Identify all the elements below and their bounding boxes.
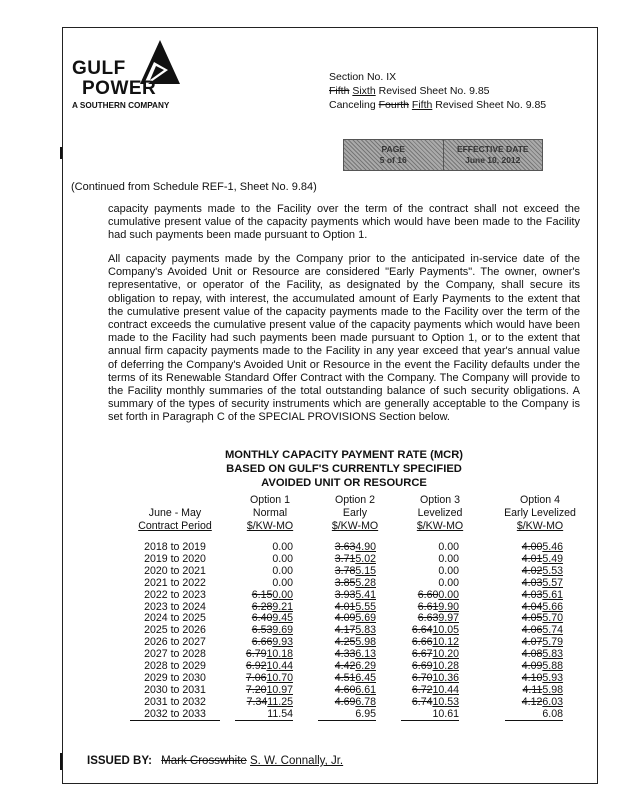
issued-label: ISSUED BY: <box>87 755 152 767</box>
stamp-page-value: 5 of 16 <box>379 155 407 165</box>
rate-option-2 <box>318 672 376 684</box>
revised-old: Fifth <box>329 85 350 97</box>
old-rate: 4.25 <box>334 636 356 649</box>
old-rate: 4.04 <box>521 600 543 613</box>
rate-option-4 <box>505 708 563 721</box>
header-option-1 <box>225 494 315 533</box>
rate-option-1 <box>235 672 293 684</box>
contract-period: 2019 to 2020 <box>144 552 206 565</box>
canceling-new: Fifth <box>411 99 433 111</box>
header-text: $/KW-MO <box>516 520 564 532</box>
new-rate: 11.54 <box>267 707 293 720</box>
stamp-page <box>344 140 443 170</box>
old-rate: 4.03 <box>521 588 543 601</box>
revision-bar <box>60 147 62 159</box>
header-text: Early <box>342 507 368 519</box>
new-rate: 5.28 <box>355 576 376 589</box>
old-rate: 4.60 <box>334 683 356 696</box>
header-text: Contract Period <box>138 520 212 532</box>
old-rate: 4.01 <box>334 600 356 613</box>
new-rate: 0.00 <box>272 541 293 553</box>
rate-option-4 <box>505 577 563 589</box>
contract-period: 2032 to 2033 <box>130 708 220 721</box>
contract-period: 2029 to 2030 <box>144 671 206 684</box>
new-rate: 5.98 <box>542 683 563 696</box>
old-rate: 6.28 <box>251 600 273 613</box>
old-rate: 6.92 <box>245 660 267 672</box>
new-rate: 6.61 <box>355 683 376 696</box>
header-text: Option 2 <box>334 494 376 506</box>
rate-option-2 <box>318 648 376 660</box>
contract-period: 2025 to 2026 <box>144 624 206 637</box>
new-rate: 0.00 <box>438 576 459 589</box>
new-rate: 0.00 <box>438 564 459 577</box>
new-rate: 0.00 <box>272 588 293 601</box>
revised-suffix: Revised Sheet No. 9.85 <box>378 85 490 97</box>
rate-option-3 <box>401 541 459 553</box>
header-text: Normal <box>252 507 288 519</box>
new-rate: 10.61 <box>432 707 459 720</box>
new-rate: 0.00 <box>438 588 459 601</box>
table-row <box>0 612 623 624</box>
old-rate: 4.07 <box>521 636 543 649</box>
rate-option-2 <box>318 636 376 648</box>
rate-option-2 <box>318 660 376 672</box>
old-rate: 4.02 <box>521 564 543 577</box>
table-title-line: AVOIDED UNIT OR RESOURCE <box>261 477 427 489</box>
contract-period: 2020 to 2021 <box>144 564 206 577</box>
header-option-4 <box>485 494 595 533</box>
old-rate: 6.66 <box>411 636 433 649</box>
new-rate: 6.45 <box>355 671 376 684</box>
rate-option-1 <box>235 696 293 708</box>
contract-period: 2031 to 2032 <box>144 695 206 708</box>
old-rate: 3.93 <box>334 588 356 601</box>
canceling-old: Fourth <box>378 99 409 111</box>
old-rate: 6.40 <box>251 612 273 625</box>
old-rate: 6.72 <box>411 683 433 696</box>
new-rate: 5.61 <box>542 588 563 601</box>
rate-option-3 <box>401 636 459 648</box>
effective-stamp <box>343 139 543 171</box>
canceling-prefix: Canceling <box>329 99 376 111</box>
table-row <box>0 708 623 720</box>
rate-option-4 <box>505 612 563 624</box>
rate-option-3 <box>401 648 459 660</box>
rate-option-3 <box>401 672 459 684</box>
new-rate: 9.93 <box>272 636 293 649</box>
new-rate: 5.74 <box>542 624 563 637</box>
stamp-date-value: June 10, 2012 <box>465 155 521 165</box>
old-rate: 4.09 <box>521 660 543 672</box>
new-rate: 10.70 <box>266 671 293 684</box>
new-rate: 5.70 <box>542 612 563 625</box>
old-rate: 4.12 <box>521 695 543 708</box>
rate-option-4 <box>505 648 563 660</box>
rate-option-3 <box>401 612 459 624</box>
old-rate: 4.09 <box>334 612 356 625</box>
table-row <box>0 672 623 684</box>
old-rate: 6.66 <box>251 636 273 649</box>
table-title-line: BASED ON GULF'S CURRENTLY SPECIFIED <box>226 463 462 475</box>
rate-option-4 <box>505 589 563 601</box>
issued-by <box>87 755 343 767</box>
revised-new: Sixth <box>352 85 376 97</box>
header-text: Levelized <box>417 507 463 519</box>
rate-option-2 <box>318 696 376 708</box>
canceling-suffix: Revised Sheet No. 9.85 <box>435 99 547 111</box>
new-rate: 6.78 <box>355 695 376 708</box>
old-rate: 4.03 <box>521 576 543 589</box>
issued-old-name: Mark Crosswhite <box>161 755 247 767</box>
header-text: Option 3 <box>419 494 461 506</box>
contract-period: 2030 to 2031 <box>144 683 206 696</box>
table-row <box>0 577 623 589</box>
header-text: $/KW-MO <box>416 520 464 532</box>
new-rate: 5.41 <box>355 588 376 601</box>
new-rate: 9.90 <box>438 600 459 613</box>
rate-option-2 <box>318 577 376 589</box>
new-rate: 10.36 <box>432 671 459 684</box>
rate-option-2 <box>318 601 376 613</box>
rate-option-3 <box>401 624 459 636</box>
table-row <box>0 589 623 601</box>
old-rate: 3.78 <box>334 564 356 577</box>
new-rate: 10.44 <box>266 660 293 672</box>
stamp-date <box>443 140 543 170</box>
old-rate: 6.53 <box>251 624 273 637</box>
new-rate: 5.66 <box>542 600 563 613</box>
new-rate: 9.69 <box>272 624 293 637</box>
new-rate: 10.20 <box>432 648 459 661</box>
old-rate: 4.06 <box>521 624 543 637</box>
old-rate: 7.06 <box>245 671 267 684</box>
old-rate: 4.51 <box>334 671 356 684</box>
logo-power-text: POWER <box>82 78 157 99</box>
table-row <box>0 565 623 577</box>
new-rate: 10.18 <box>266 648 293 661</box>
revision-bar <box>60 753 62 770</box>
table-row <box>0 624 623 636</box>
paragraph-1: capacity payments made to the Facility over the term of the contract shall not exceed the cumulative present value of the capacity payments which would have been made to the Facility had such payments been made pursuant to Option 1. <box>108 203 580 242</box>
rate-option-3 <box>401 565 459 577</box>
contract-period: 2018 to 2019 <box>144 541 206 553</box>
header-text: Option 4 <box>519 494 561 506</box>
header-text: $/KW-MO <box>331 520 379 532</box>
table-row <box>0 696 623 708</box>
old-rate: 6.61 <box>417 600 439 613</box>
issued-new-name: S. W. Connally, Jr. <box>250 755 344 767</box>
rate-option-2 <box>318 612 376 624</box>
old-rate: 4.10 <box>521 671 543 684</box>
header-text: Option 1 <box>249 494 291 506</box>
new-rate: 5.46 <box>542 541 563 553</box>
rate-option-3 <box>401 577 459 589</box>
new-rate: 5.93 <box>542 671 563 684</box>
old-rate: 4.00 <box>521 541 543 553</box>
rate-option-4 <box>505 660 563 672</box>
company-logo <box>72 40 192 112</box>
header-period <box>115 507 235 533</box>
rate-option-4 <box>505 684 563 696</box>
section-number: Section No. IX <box>329 71 397 83</box>
old-rate: 4.17 <box>334 624 356 637</box>
header-text: June - May <box>148 507 202 519</box>
old-rate: 6.69 <box>411 660 433 672</box>
old-rate: 6.63 <box>417 612 439 625</box>
table-title-line: MONTHLY CAPACITY PAYMENT RATE (MCR) <box>224 449 464 461</box>
rate-option-2 <box>318 541 376 553</box>
new-rate: 10.12 <box>432 636 459 649</box>
rate-option-1 <box>235 612 293 624</box>
table-row <box>0 684 623 696</box>
rate-option-3 <box>401 589 459 601</box>
new-rate: 6.13 <box>355 648 376 661</box>
new-rate: 5.15 <box>355 564 376 577</box>
new-rate: 10.44 <box>432 683 459 696</box>
old-rate: 6.67 <box>411 648 433 661</box>
rate-option-1 <box>235 708 293 721</box>
new-rate: 9.45 <box>272 612 293 625</box>
contract-period: 2022 to 2023 <box>144 588 206 601</box>
old-rate: 7.34 <box>246 695 268 708</box>
old-rate: 3.85 <box>334 576 356 589</box>
rate-option-4 <box>505 672 563 684</box>
old-rate: 6.64 <box>411 624 433 637</box>
rate-option-1 <box>235 589 293 601</box>
rate-option-1 <box>235 565 293 577</box>
new-rate: 5.69 <box>355 612 376 625</box>
new-rate: 6.95 <box>355 707 376 720</box>
old-rate: 4.05 <box>521 612 543 625</box>
sheet-info <box>329 70 546 112</box>
new-rate: 5.53 <box>542 564 563 577</box>
contract-period: 2026 to 2027 <box>144 636 206 649</box>
new-rate: 5.88 <box>542 660 563 672</box>
old-rate: 6.79 <box>245 648 267 661</box>
table-row <box>0 636 623 648</box>
new-rate: 0.00 <box>272 564 293 577</box>
new-rate: 6.29 <box>355 660 376 672</box>
rate-option-4 <box>505 541 563 553</box>
rate-option-3 <box>401 601 459 613</box>
contract-period: 2024 to 2025 <box>144 612 206 625</box>
new-rate: 6.08 <box>542 707 563 720</box>
contract-period: 2027 to 2028 <box>144 648 206 661</box>
new-rate: 10.97 <box>266 683 293 696</box>
logo-gulf-text: GULF <box>72 58 126 79</box>
rate-option-1 <box>235 636 293 648</box>
old-rate: 3.71 <box>334 552 356 565</box>
rate-option-3 <box>401 708 459 721</box>
rate-option-4 <box>505 636 563 648</box>
rate-option-3 <box>401 684 459 696</box>
old-rate: 4.33 <box>334 648 356 661</box>
rate-option-2 <box>318 684 376 696</box>
old-rate: 6.15 <box>251 588 273 601</box>
old-rate: 4.42 <box>334 660 356 672</box>
new-rate: 5.49 <box>542 552 563 565</box>
rate-option-1 <box>235 648 293 660</box>
rate-option-2 <box>318 708 376 721</box>
header-option-3 <box>395 494 485 533</box>
rate-option-4 <box>505 553 563 565</box>
rate-option-2 <box>318 589 376 601</box>
table-title <box>108 448 580 490</box>
old-rate: 7.20 <box>245 683 267 696</box>
new-rate: 5.98 <box>355 636 376 649</box>
table-row <box>0 601 623 613</box>
rate-option-3 <box>401 696 459 708</box>
new-rate: 9.21 <box>272 600 293 613</box>
logo-tagline: A SOUTHERN COMPANY <box>72 101 170 110</box>
table-row <box>0 660 623 672</box>
header-text: Early Levelized <box>504 507 576 519</box>
contract-period: 2023 to 2024 <box>144 600 206 613</box>
new-rate: 10.05 <box>432 624 459 637</box>
rate-option-1 <box>235 660 293 672</box>
canceling-sheet <box>329 98 546 112</box>
new-rate: 6.03 <box>542 695 563 708</box>
rate-option-1 <box>235 541 293 553</box>
stamp-date-label: EFFECTIVE DATE <box>456 144 529 154</box>
stamp-page-label: PAGE <box>381 144 405 154</box>
new-rate: 9.97 <box>438 612 459 625</box>
old-rate: 4.11 <box>522 683 543 696</box>
rate-option-2 <box>318 565 376 577</box>
new-rate: 0.00 <box>438 541 459 553</box>
new-rate: 0.00 <box>272 576 293 589</box>
rate-option-2 <box>318 553 376 565</box>
contract-period: 2021 to 2022 <box>144 576 206 589</box>
header-text: $/KW-MO <box>246 520 294 532</box>
rate-option-1 <box>235 601 293 613</box>
rate-option-4 <box>505 696 563 708</box>
old-rate: 6.60 <box>417 588 439 601</box>
old-rate: 6.70 <box>411 671 433 684</box>
paragraph-2: All capacity payments made by the Company prior to the anticipated in-service date of the Company's Avoided Unit or Resource are considered "Early Payments". The owner, owner's representative, or operator of the Facility, as designated by the Company, shall secure its obligation to repay, with interest, the accumulated amount of Early Payments to the extent that the cumulative present value of the capacity payments made to the Facility over the term of the contract exceeds the cumulative present value of the capacity payments which would have been made to the Facility had such payments been made pursuant to Option 1, or to the extent that annual firm capacity payments made to the Facility in any year exceed that year's annual value of deferring the Company's Avoided Unit or Resource in the event the Facility defaults under the terms of its Renewable Standard Offer Contract with the Company. The Company will provide to the Facility monthly summaries of the total outstanding balance of such security obligations. A summary of the types of security instruments which are generally acceptable to the Company is set forth in Paragraph C of the SPECIAL PROVISIONS Section below. <box>108 253 580 424</box>
rate-option-3 <box>401 660 459 672</box>
table-row <box>0 553 623 565</box>
new-rate: 10.53 <box>432 695 459 708</box>
new-rate: 4.90 <box>355 541 376 553</box>
rate-option-4 <box>505 624 563 636</box>
rate-option-4 <box>505 565 563 577</box>
table-row <box>0 541 623 553</box>
continued-note: (Continued from Schedule REF-1, Sheet No. 9.84) <box>71 181 317 193</box>
rate-option-4 <box>505 601 563 613</box>
table-row <box>0 648 623 660</box>
new-rate: 5.83 <box>542 648 563 661</box>
new-rate: 0.00 <box>438 552 459 565</box>
new-rate: 5.57 <box>542 576 563 589</box>
old-rate: 3.63 <box>334 541 356 553</box>
old-rate: 4.08 <box>521 648 543 661</box>
rate-option-2 <box>318 624 376 636</box>
rate-option-3 <box>401 553 459 565</box>
rate-option-1 <box>235 577 293 589</box>
header-option-2 <box>310 494 400 533</box>
rate-option-1 <box>235 553 293 565</box>
revised-sheet <box>329 84 546 98</box>
new-rate: 5.83 <box>355 624 376 637</box>
new-rate: 5.55 <box>355 600 376 613</box>
new-rate: 11.25 <box>267 695 293 708</box>
old-rate: 4.69 <box>334 695 356 708</box>
contract-period: 2028 to 2029 <box>144 660 206 672</box>
new-rate: 0.00 <box>272 552 293 565</box>
old-rate: 6.74 <box>411 695 433 708</box>
rate-option-1 <box>235 684 293 696</box>
new-rate: 5.02 <box>355 552 376 565</box>
rate-option-1 <box>235 624 293 636</box>
old-rate: 4.01 <box>521 552 543 565</box>
new-rate: 5.79 <box>542 636 563 649</box>
new-rate: 10.28 <box>432 660 459 672</box>
